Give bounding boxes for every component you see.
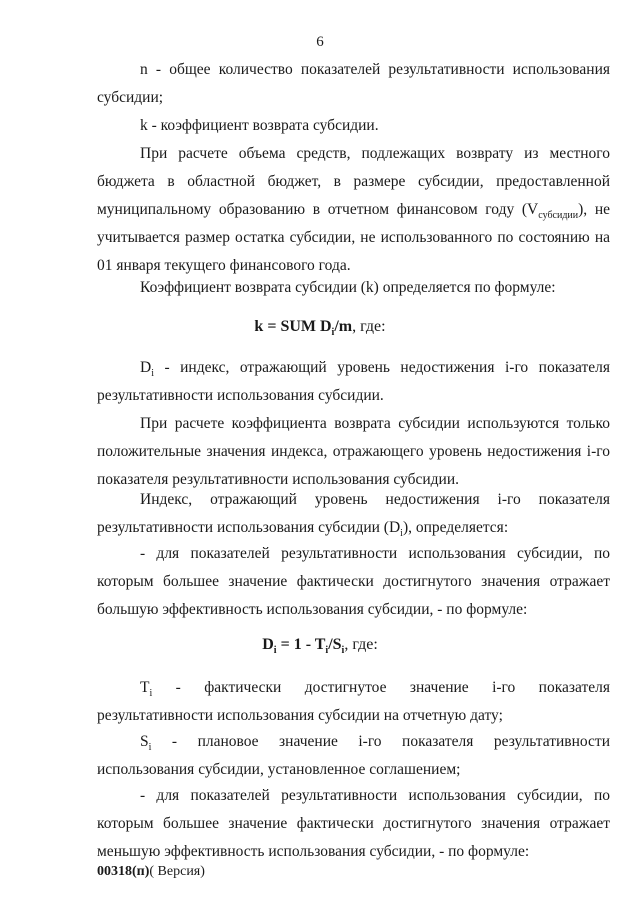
paragraph-coefficient-formula-intro [97,274,610,302]
paragraph-text: Коэффициент возврата субсидии (k) определяется по формуле: [140,279,556,296]
paragraph-text: k - коэффициент возврата субсидии. [140,117,379,134]
paragraph-si-definition [97,728,610,784]
paragraph-ti-definition [97,674,610,730]
formula-suffix: , где: [344,636,378,653]
document-footer [97,864,205,880]
paragraph-text: - для показателей результативности использования субсидии, по которым большее значение фактически достигнутого значения отражает меньшую эффективность использования субсидии, - по формуле: [97,787,610,860]
formula-part: $D_i = 1 - T_i/S_i$ [262,636,345,657]
paragraph-text: - для показателей результативности использования субсидии, по которым большее значение фактически достигнутого значения отражает большую эффективность использования субсидии, - по формуле: [97,545,610,618]
paragraph-di-definition [97,354,610,410]
paragraph-larger-better [97,540,610,624]
paragraph-text: При расчете коэффициента возврата субсидии используются только положительные значения индекса, отражающего уровень недостижения i-го показателя результативности использования субсидии. [97,415,610,488]
paragraph-positive-values [97,410,610,494]
paragraph-text: $S_i$ - плановое значение i-го показателя результативности использования субсидии, установленное соглашением; [97,733,610,778]
formula-part: k = SUM $D_i/m$ [254,318,353,339]
paragraph-text: $T_i$ - фактически достигнутое значение i-го показателя результативности использования субсидии на отчетную дату; [97,679,610,724]
subscript: субсидии [538,210,579,222]
paragraph-index-determined [97,486,610,542]
paragraph-n-definition [97,56,610,112]
text-run: ), не учитывается размер остатка субсидии, не использованного по состоянию на 01 января текущего финансового года. [97,201,610,274]
formula-suffix: , где: [352,318,386,335]
paragraph-larger-worse [97,782,610,866]
paragraph-text: $D_i$ - индекс, отражающий уровень недостижения i-го показателя результативности использования субсидии. [97,359,610,404]
document-version: ( Версия) [149,864,205,879]
text-run: При расчете объема средств, подлежащих возврату из местного бюджета в областной бюджет, в размере субсидии, предоставленной муниципальному образованию в отчетном финансовом году (V [97,145,610,218]
paragraph-k-definition [97,112,610,140]
formula-k [0,318,640,339]
paragraph-text: Индекс, отражающий уровень недостижения i-го показателя результативности использования субсидии $(D_i)$, определяется: [97,491,610,540]
paragraph-return-calculation [97,140,610,280]
page-number: 6 [316,34,324,50]
paragraph-text: n - общее количество показателей результативности использования субсидии; [97,61,610,106]
document-code: 00318(п) [97,864,150,879]
formula-di [0,636,640,657]
paragraph-text [97,140,610,280]
